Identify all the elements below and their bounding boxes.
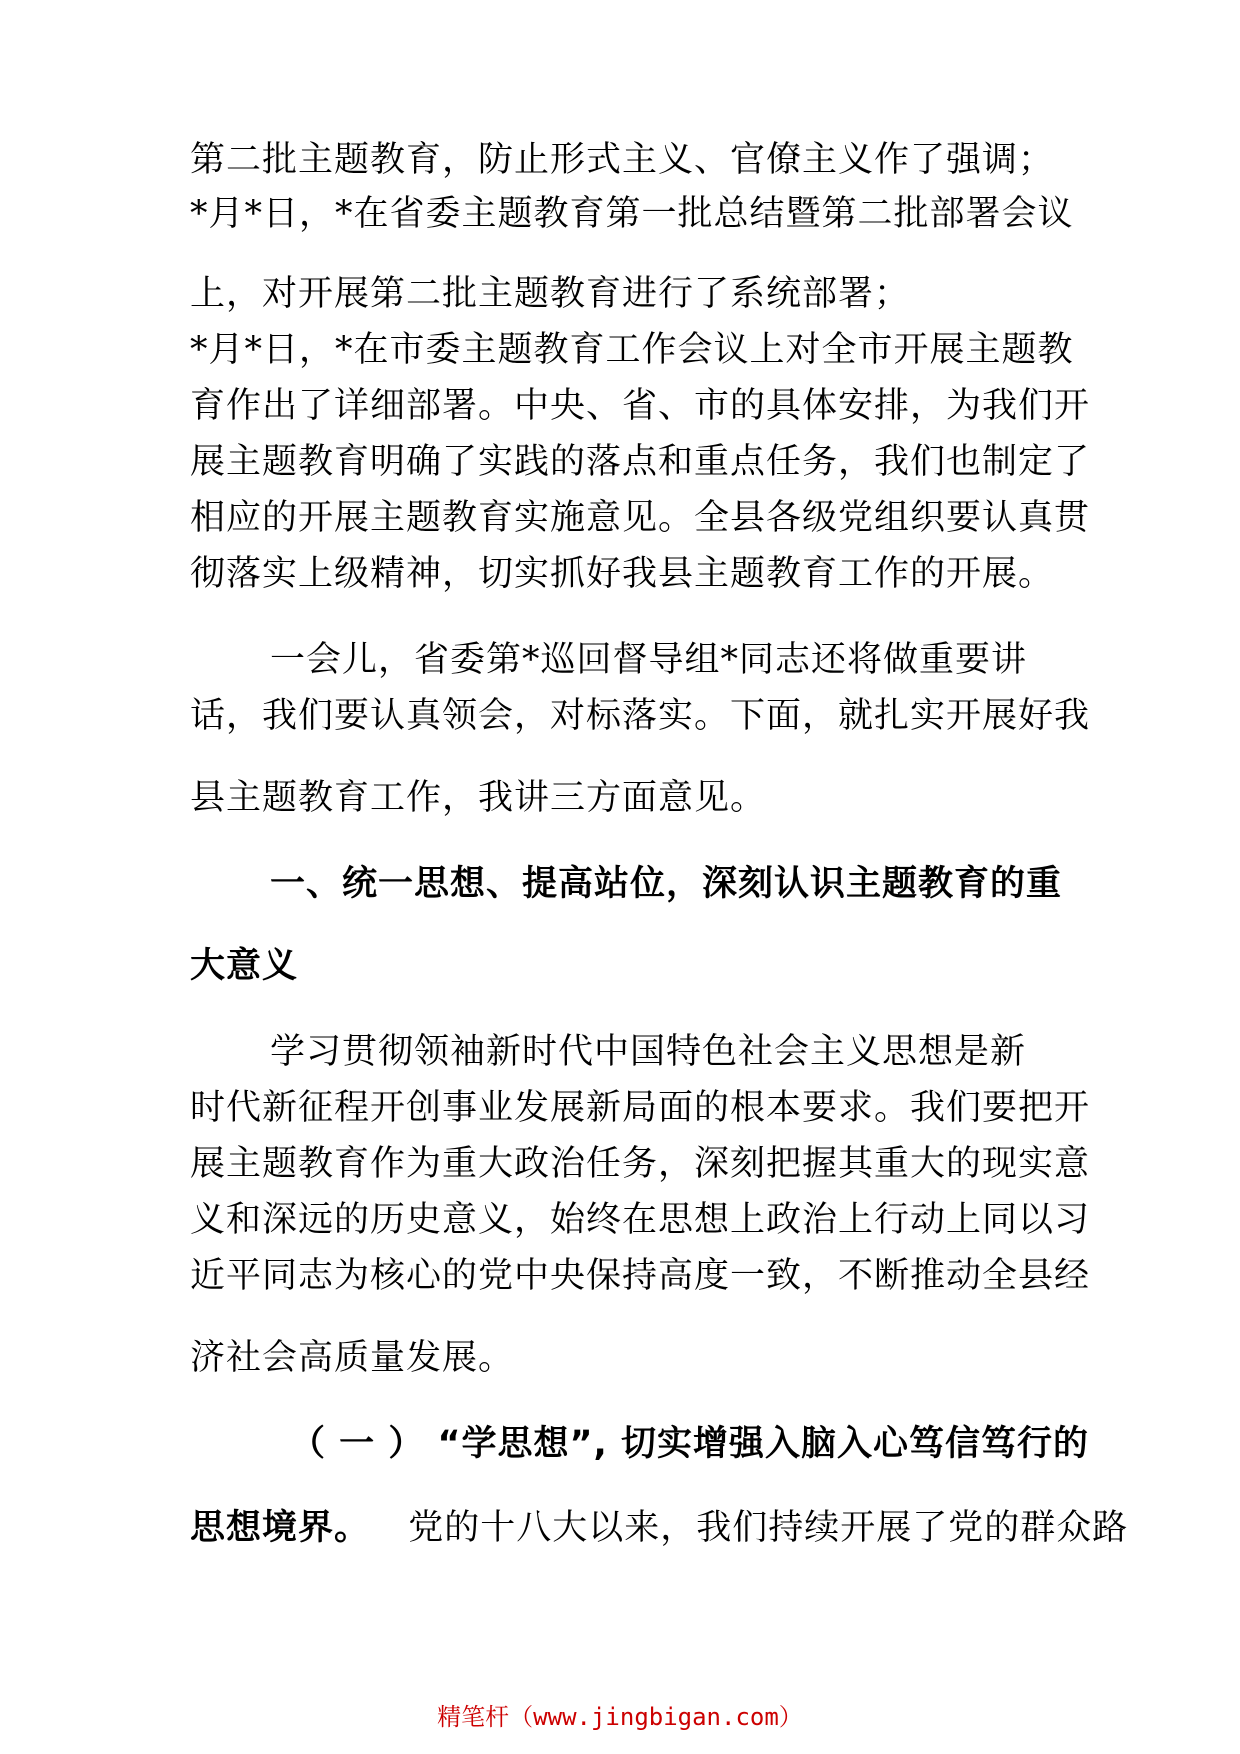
text-line: 近平同志为核心的党中央保持高度一致，不断推动全县经: [190, 1256, 1091, 1296]
text-line: 县主题教育工作，我讲三方面意见。: [190, 778, 767, 818]
text-line: 话，我们要认真领会，对标落实。下面，就扎实开展好我: [190, 696, 1091, 736]
text-line: *月*日，*在市委主题教育工作会议上对全市开展主题教: [190, 330, 1074, 370]
section-heading: 大意义: [190, 946, 299, 986]
text-line: 展主题教育作为重大政治任务，深刻把握其重大的现实意: [190, 1144, 1091, 1184]
text-line: 第二批主题教育，防止形式主义、官僚主义作了强调；: [190, 140, 1055, 180]
text-line: 学习贯彻领袖新时代中国特色社会主义思想是新: [270, 1032, 1027, 1072]
subsection-heading-line: [190, 1504, 1128, 1552]
text-line: 时代新征程开创事业发展新局面的根本要求。我们要把开: [190, 1088, 1091, 1128]
text-line: 彻落实上级精神，切实抓好我县主题教育工作的开展。: [190, 554, 1055, 594]
section-heading: 一、统一思想、提高站位，深刻认识主题教育的重: [270, 864, 1063, 904]
text-line: *月*日，*在省委主题教育第一批总结暨第二批部署会议: [190, 194, 1074, 234]
text-line: 党的十八大以来，我们持续开展了党的群众路: [408, 1508, 1129, 1548]
text-line: 一会儿，省委第*巡回督导组*同志还将做重要讲: [270, 640, 1028, 680]
footer-watermark: 精笔杆（www.jingbigan.com）: [437, 1703, 803, 1731]
text-line: 育作出了详细部署。中央、省、市的具体安排，为我们开: [190, 386, 1091, 426]
text-line: 济社会高质量发展。: [190, 1338, 515, 1378]
subsection-heading: （ 一 ） “学思想”, 切实增强入脑入心笃信笃行的: [290, 1424, 1090, 1464]
text-line: 相应的开展主题教育实施意见。全县各级党组织要认真贯: [190, 498, 1091, 538]
subsection-heading-end: 思想境界。: [190, 1508, 371, 1548]
text-line: 上，对开展第二批主题教育进行了系统部署；: [190, 274, 911, 314]
text-line: 义和深远的历史意义，始终在思想上政治上行动上同以习: [190, 1200, 1091, 1240]
text-line: 展主题教育明确了实践的落点和重点任务，我们也制定了: [190, 442, 1091, 482]
